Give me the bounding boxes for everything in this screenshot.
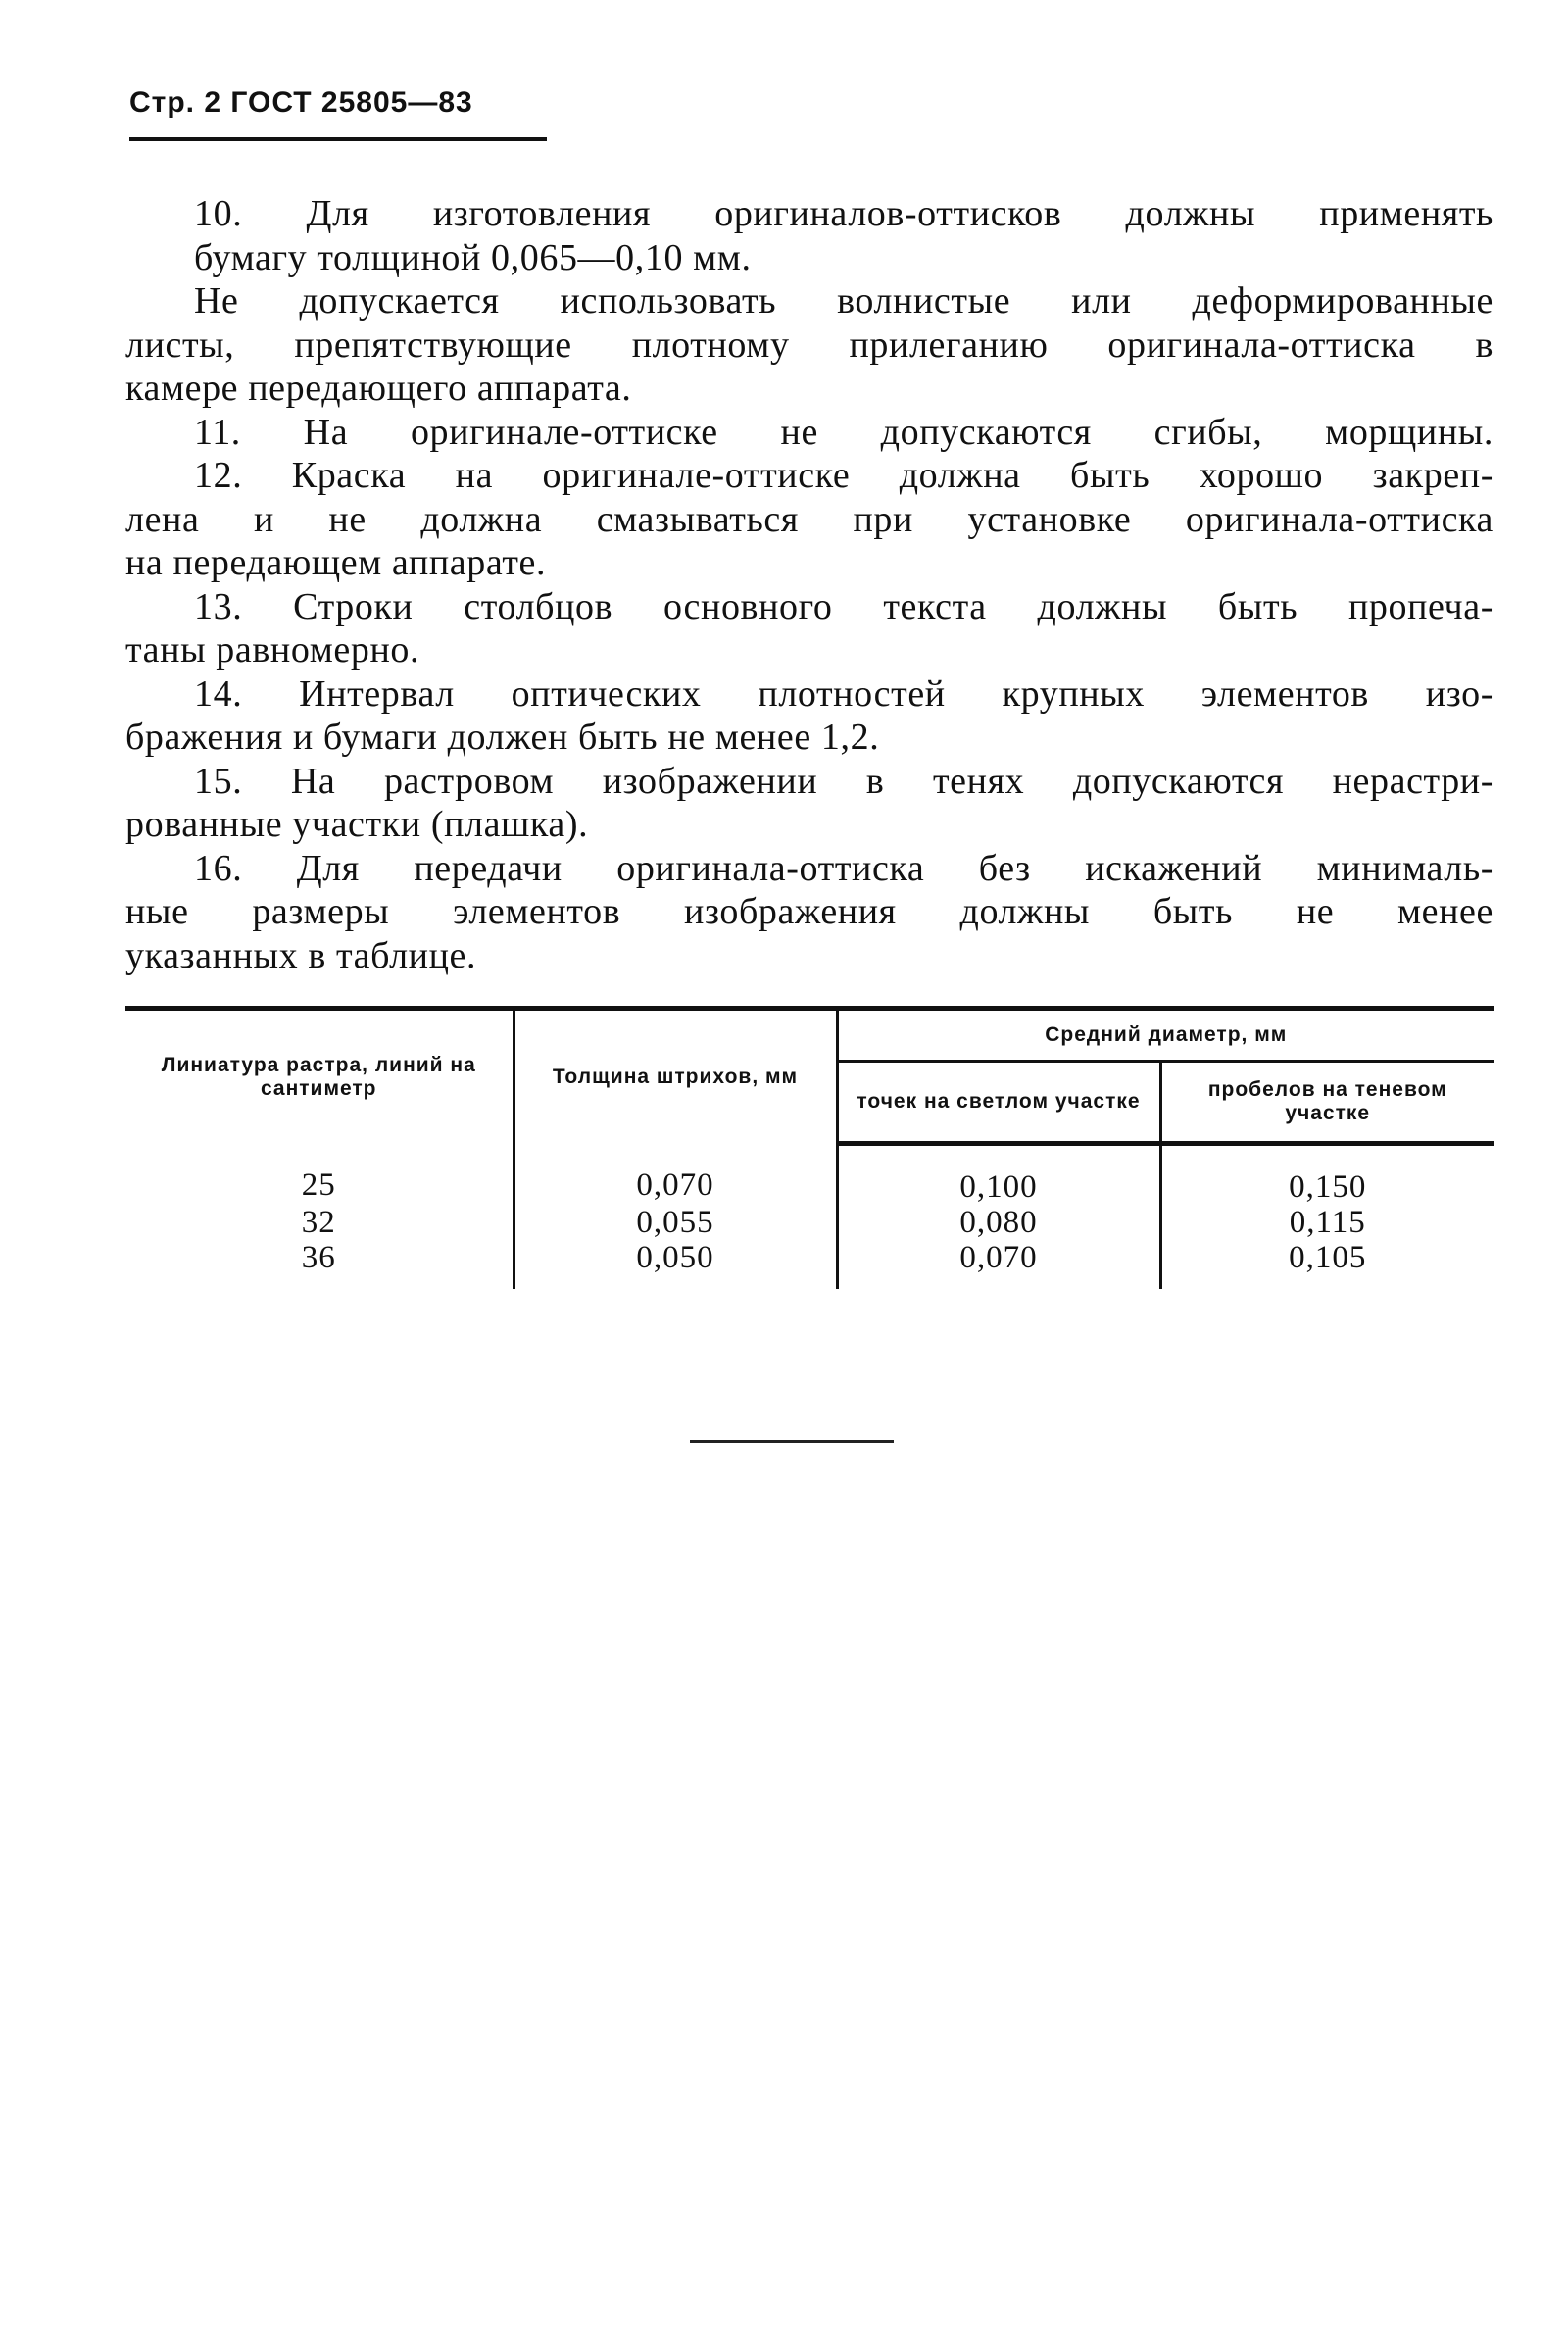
- cell-gaps: 0,105: [1160, 1240, 1494, 1289]
- cell-dots: 0,070: [837, 1240, 1160, 1289]
- clause-10-note: [125, 279, 1494, 411]
- clause-16: [125, 847, 1494, 978]
- text-line: таны равномерно.: [125, 629, 420, 670]
- text-line: на передающем аппарате.: [125, 542, 547, 583]
- cell-thickness: 0,055: [514, 1205, 837, 1240]
- cell-dots: 0,100: [837, 1144, 1160, 1206]
- header-thickness: Толщина штрихов, мм: [514, 1009, 837, 1144]
- header-dots: точек на светлом участке: [837, 1062, 1160, 1144]
- cell-lineature: 25: [301, 1166, 336, 1203]
- text-line: 12. Краска на оригинале-оттиске должна быть хорошо закреп-: [194, 455, 1494, 496]
- text-line: 16. Для передачи оригинала-оттиска без искажений минималь-: [194, 847, 1494, 889]
- text-line: камере передающего аппарата.: [125, 368, 632, 409]
- cell-thickness: 0,050: [514, 1240, 837, 1289]
- clause-13: [125, 585, 1494, 672]
- clause-15: [125, 760, 1494, 847]
- text-line: 14. Интервал оптических плотностей крупных элементов изо-: [194, 672, 1494, 715]
- page-header: Стр. 2 ГОСТ 25805—83: [129, 86, 473, 119]
- cell-lineature: 36: [301, 1240, 336, 1275]
- text-line: 15. На растровом изображении в тенях допускаются нерастри-: [194, 760, 1494, 802]
- cell-thickness: 0,070: [514, 1144, 837, 1206]
- dimensions-table: [125, 1006, 1494, 1289]
- cell-lineature: 32: [301, 1205, 336, 1240]
- clause-14: [125, 672, 1494, 760]
- header-gaps: пробелов на теневом участке: [1160, 1062, 1494, 1144]
- text-line: 13. Строки столбцов основного текста должны быть пропеча-: [194, 585, 1494, 627]
- text-line: ные размеры элементов изображения должны быть не менее: [125, 891, 1494, 932]
- table-row: [125, 1205, 1494, 1240]
- header-rule: [129, 137, 547, 141]
- text-line: лена и не должна смазываться при установке оригинала-оттиска: [125, 498, 1494, 540]
- text-line: указанных в таблице.: [125, 934, 477, 976]
- cell-gaps: 0,115: [1160, 1205, 1494, 1240]
- clause-10: [125, 192, 1494, 279]
- header-mean-diameter: Средний диаметр, мм: [837, 1009, 1494, 1062]
- end-rule: [690, 1440, 894, 1443]
- table-row: [125, 1240, 1494, 1289]
- text-line: бражения и бумаги должен быть не менее 1,2.: [125, 717, 880, 758]
- table-row: [125, 1144, 1494, 1206]
- cell-dots: 0,080: [837, 1205, 1160, 1240]
- text-line: 11. На оригинале-оттиске не допускаются сгибы, морщины.: [194, 411, 1494, 453]
- text-line: листы, препятствующие плотному прилеганию оригинала-оттиска в: [125, 323, 1494, 366]
- clause-12: [125, 454, 1494, 585]
- text-line: бумагу толщиной 0,065—0,10 мм.: [194, 236, 752, 278]
- cell-gaps: 0,150: [1160, 1144, 1494, 1206]
- clause-11: [125, 411, 1494, 455]
- text-line: Не допускается использовать волнистые или деформированные: [194, 280, 1494, 322]
- header-lineature: Линиатура растра, линий на сантиметр: [125, 1009, 514, 1144]
- text-line: рованные участки (плашка).: [125, 804, 589, 845]
- body-text: [125, 192, 1494, 977]
- text-line: 10. Для изготовления оригиналов-оттисков должны применять: [194, 193, 1494, 234]
